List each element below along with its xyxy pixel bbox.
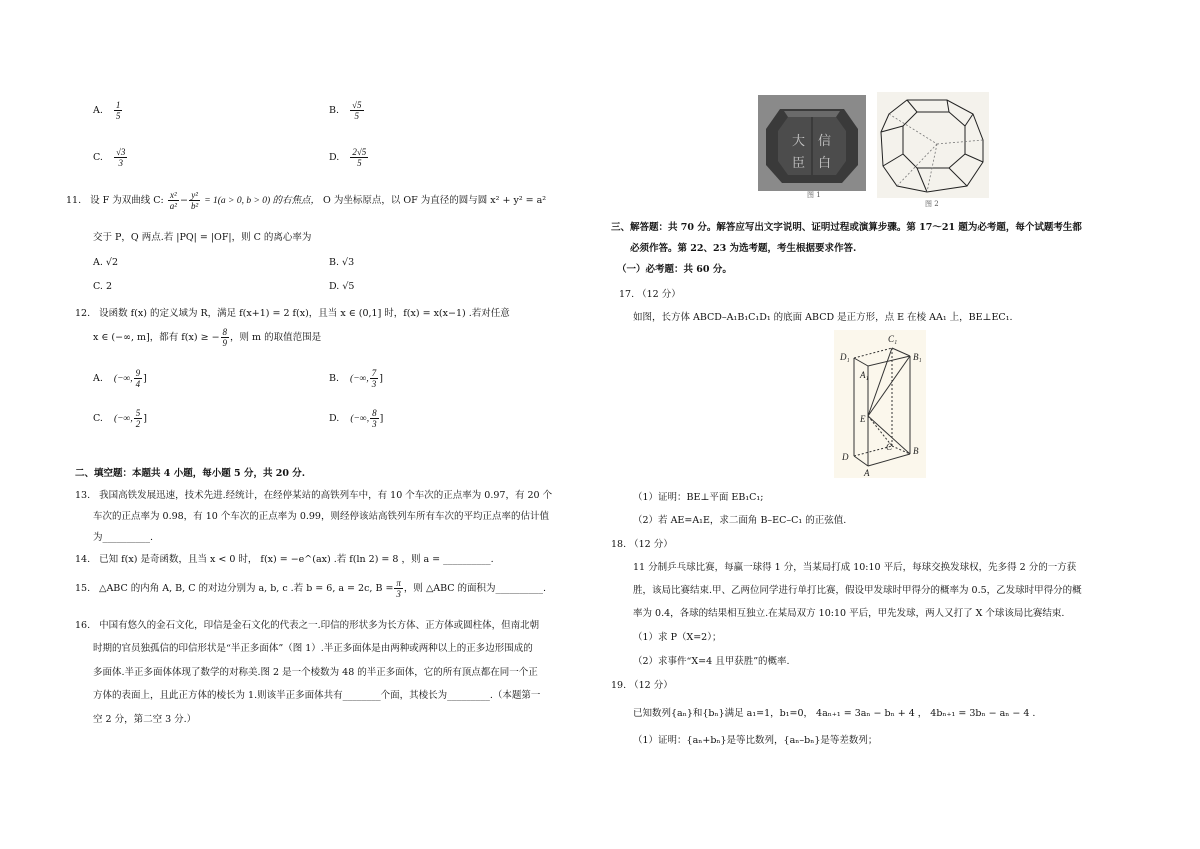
figure2-polyhedron bbox=[877, 92, 989, 198]
polyhedron-drawing bbox=[877, 92, 989, 198]
q12-line1 bbox=[75, 305, 510, 319]
q10-option-a bbox=[93, 100, 123, 121]
numerator: 8 bbox=[222, 327, 228, 337]
q19-line1: 已知数列{aₙ}和{bₙ}满足 a₁=1，b₁=0， 4aₙ₊₁ = 3aₙ − bₙ + 4 ， 4bₙ₊₁ = 3bₙ − aₙ − 4 . bbox=[633, 708, 1036, 719]
interval-open: (−∞, bbox=[113, 374, 133, 384]
fraction bbox=[134, 408, 143, 429]
q11-line1 bbox=[66, 190, 546, 211]
q11-text-a: 设 F 为双曲线 C: bbox=[90, 195, 164, 206]
q12-text: 设函数 f(x) 的定义域为 R，满足 f(x+1) = 2 f(x)，且当 x ∈ (0,1] 时，f(x) = x(x−1) .若对任意 bbox=[99, 308, 510, 319]
q13-line3: 为__________. bbox=[93, 532, 154, 543]
section3-heading-line2: 必须作答。第 22、23 为选考题，考生根据要求作答. bbox=[630, 243, 857, 254]
fraction bbox=[221, 327, 230, 348]
numerator: 1 bbox=[115, 100, 121, 110]
seal-char: 白 bbox=[818, 156, 832, 171]
denominator: 5 bbox=[115, 111, 121, 121]
question-number: 13. bbox=[75, 490, 91, 501]
q16-line3: 多面体.半正多面体体现了数学的对称美.图 2 是一个棱数为 48 的半正多面体，它的所有顶点都在同一个正 bbox=[93, 667, 538, 678]
q12-line2 bbox=[93, 327, 321, 348]
q18-part1: （1）求 P（X=2）； bbox=[633, 632, 722, 643]
q15-text-a: △ABC 的内角 A, B, C 的对边分别为 a, b, c .若 b = 6, a = 2c, B = bbox=[99, 583, 394, 594]
denominator: 3 bbox=[371, 379, 377, 389]
q12-text-b: ，则 m 的取值范围是 bbox=[230, 332, 322, 343]
q10-option-d bbox=[329, 147, 369, 168]
figure2-caption: 图 2 bbox=[925, 200, 939, 208]
q19-header: 19. （12 分） bbox=[611, 680, 673, 691]
q15-line bbox=[75, 578, 546, 599]
question-number: 16. bbox=[75, 620, 91, 631]
q18-part2: （2）求事件“X=4 且甲获胜”的概率. bbox=[633, 656, 790, 667]
denominator: 2 bbox=[135, 419, 141, 429]
fraction bbox=[114, 147, 127, 168]
required-section-heading: （一）必考题：共 60 分。 bbox=[617, 264, 732, 275]
interval-close: ] bbox=[379, 373, 383, 384]
fraction bbox=[350, 147, 368, 168]
q16-line1 bbox=[75, 617, 539, 631]
question-number: 11. bbox=[66, 195, 82, 206]
interval-close: ] bbox=[379, 413, 384, 424]
q18-line1: 11 分制乒乓球比赛，每赢一球得 1 分，当某局打成 10:10 平后，每球交换发球权，先多得 2 分的一方获 bbox=[633, 562, 1077, 573]
vertex-label-d1: D₁ bbox=[840, 352, 850, 362]
denominator: 5 bbox=[357, 158, 362, 168]
q11-option-c: C. 2 bbox=[93, 281, 113, 292]
numerator: √3 bbox=[115, 147, 126, 157]
q16-line5: 空 2 分，第二空 3 分.） bbox=[93, 714, 197, 725]
interval-close: ] bbox=[143, 373, 147, 384]
q18-line3: 率为 0.4，各球的结果相互独立.在某局双方 10:10 平后，甲先发球，两人又打了 X 个球该局比赛结束. bbox=[633, 608, 1065, 619]
q18-header: 18. （12 分） bbox=[611, 539, 673, 550]
denominator: b² bbox=[190, 201, 199, 211]
q10-option-c bbox=[93, 147, 128, 168]
q11-condition: = 1(a > 0, b > 0) 的右焦点， bbox=[204, 196, 321, 206]
option-label: D. bbox=[329, 413, 340, 424]
numerator: 9 bbox=[135, 368, 141, 378]
q17-part2: （2）若 AE=A₁E，求二面角 B–EC–C₁ 的正弦值. bbox=[633, 515, 847, 526]
vertex-label-c: C bbox=[886, 442, 893, 452]
denominator: 3 bbox=[372, 419, 377, 429]
q11-option-b: B. √3 bbox=[329, 257, 355, 268]
vertex-label-c1: C₁ bbox=[888, 334, 898, 344]
vertex-label-b1: B₁ bbox=[913, 352, 922, 362]
question-number: 15. bbox=[75, 583, 91, 594]
interval-open: (−∞, bbox=[350, 374, 369, 384]
q10-option-b bbox=[329, 100, 365, 121]
denominator: 3 bbox=[396, 589, 401, 599]
q19-part1: （1）证明：{aₙ+bₙ}是等比数列，{aₙ–bₙ}是等差数列； bbox=[633, 735, 878, 746]
q17-cuboid-figure bbox=[834, 330, 926, 478]
numerator: 8 bbox=[372, 408, 377, 418]
q11-option-d: D. √5 bbox=[329, 281, 355, 292]
option-label: B. bbox=[329, 373, 340, 384]
q11-option-a: A. √2 bbox=[93, 257, 118, 268]
interval-close: ] bbox=[143, 413, 147, 424]
seal-photo-drawing bbox=[758, 95, 866, 191]
question-number: 14. bbox=[75, 554, 91, 565]
numerator: y² bbox=[191, 190, 198, 200]
vertex-label-d: D bbox=[842, 452, 849, 462]
fraction bbox=[134, 368, 143, 389]
denominator: 4 bbox=[135, 379, 141, 389]
numerator: x² bbox=[170, 190, 177, 200]
figure1-seal-photo bbox=[758, 95, 866, 191]
seal-char: 大 bbox=[792, 134, 806, 149]
seal-char: 臣 bbox=[792, 156, 806, 171]
q12-option-b bbox=[329, 368, 383, 389]
vertex-label-a: A bbox=[864, 468, 870, 478]
fraction-pi-3 bbox=[394, 578, 403, 599]
numerator: 5 bbox=[135, 408, 141, 418]
option-label: D. bbox=[329, 152, 340, 163]
q13-line1 bbox=[75, 487, 552, 501]
fraction bbox=[350, 100, 363, 121]
numerator: √5 bbox=[352, 100, 362, 110]
q12-option-c bbox=[93, 408, 147, 429]
q14-text: 已知 f(x) 是奇函数，且当 x < 0 时， f(x) = −e^(ax) .若 f(ln 2) = 8 ，则 a = __________. bbox=[99, 554, 494, 565]
question-number: 12. bbox=[75, 308, 91, 319]
vertex-label-b: B bbox=[913, 446, 919, 456]
q12-option-a bbox=[93, 368, 147, 389]
q17-text: 如图，长方体 ABCD–A₁B₁C₁D₁ 的底面 ABCD 是正方形，点 E 在棱 AA₁ 上，BE⊥EC₁. bbox=[633, 312, 1013, 323]
option-label: A. bbox=[93, 373, 103, 384]
denominator: 9 bbox=[222, 338, 228, 348]
q12-text-a: x ∈ (−∞, m]，都有 f(x) ≥ − bbox=[93, 332, 220, 343]
minus-sign: − bbox=[180, 195, 188, 206]
q16-line2: 时期的官员独孤信的印信形状是“半正多面体”（图 1）.半正多面体是由两种或两种以上的正多边形围成的 bbox=[93, 643, 533, 654]
q13-line2: 车次的正点率为 0.98，有 10 个车次的正点率为 0.99，则经停该站高铁列车所有车次的平均正点率的估计值 bbox=[93, 511, 549, 522]
q12-option-d bbox=[329, 408, 383, 429]
q13-text: 我国高铁发展迅速，技术先进.经统计，在经停某站的高铁列车中，有 10 个车次的正点率为 0.97，有 20 个 bbox=[99, 490, 553, 501]
denominator: 5 bbox=[354, 111, 360, 121]
q17-part1: （1）证明：BE⊥平面 EB₁C₁; bbox=[633, 492, 764, 503]
cuboid-drawing bbox=[834, 330, 926, 478]
vertex-label-e: E bbox=[860, 414, 866, 424]
figure1-caption: 图 1 bbox=[807, 191, 821, 199]
q17-header: 17. （12 分） bbox=[619, 289, 681, 300]
seal-char: 信 bbox=[818, 134, 832, 149]
fraction bbox=[370, 368, 379, 389]
fraction-y2-b2 bbox=[189, 190, 200, 211]
option-label: C. bbox=[93, 152, 103, 163]
section3-heading-line1: 三、解答题：共 70 分。解答应写出文字说明、证明过程或演算步骤。第 17～21 题为必考题，每个试题考生都 bbox=[611, 222, 1082, 233]
q11-text-b: O 为坐标原点，以 OF 为直径的圆与圆 x² + y² = a² bbox=[323, 195, 547, 206]
numerator: 2√5 bbox=[352, 147, 367, 157]
denominator: 3 bbox=[118, 158, 123, 168]
interval-open: (−∞, bbox=[350, 414, 370, 424]
option-label: B. bbox=[329, 105, 340, 116]
denominator: a² bbox=[169, 201, 177, 211]
numerator: 7 bbox=[371, 368, 377, 378]
section2-heading: 二、填空题：本题共 4 小题，每小题 5 分，共 20 分. bbox=[75, 468, 306, 479]
q16-line4: 方体的表面上，且此正方体的棱长为 1.则该半正多面体共有________个面，其棱长为_________.（本题第一 bbox=[93, 690, 541, 701]
vertex-label-a1: A₁ bbox=[860, 370, 869, 380]
fraction bbox=[114, 100, 123, 121]
q15-text-b: ，则 △ABC 的面积为__________. bbox=[403, 583, 547, 594]
option-label: C. bbox=[93, 413, 103, 424]
fraction bbox=[370, 408, 379, 429]
q11-line2: 交于 P，Q 两点.若 |PQ| = |OF|，则 C 的离心率为 bbox=[93, 232, 312, 243]
q18-line2: 胜，该局比赛结束.甲、乙两位同学进行单打比赛，假设甲发球时甲得分的概率为 0.5，乙发球时甲得分的概 bbox=[633, 585, 1082, 596]
numerator: π bbox=[396, 578, 401, 588]
q16-text: 中国有悠久的金石文化，印信是金石文化的代表之一.印信的形状多为长方体、正方体或圆柱体，但南北朝 bbox=[99, 620, 540, 631]
q14-line bbox=[75, 551, 494, 565]
option-label: A. bbox=[93, 105, 103, 116]
interval-open: (−∞, bbox=[113, 414, 133, 424]
fraction-x2-a2 bbox=[168, 190, 179, 211]
